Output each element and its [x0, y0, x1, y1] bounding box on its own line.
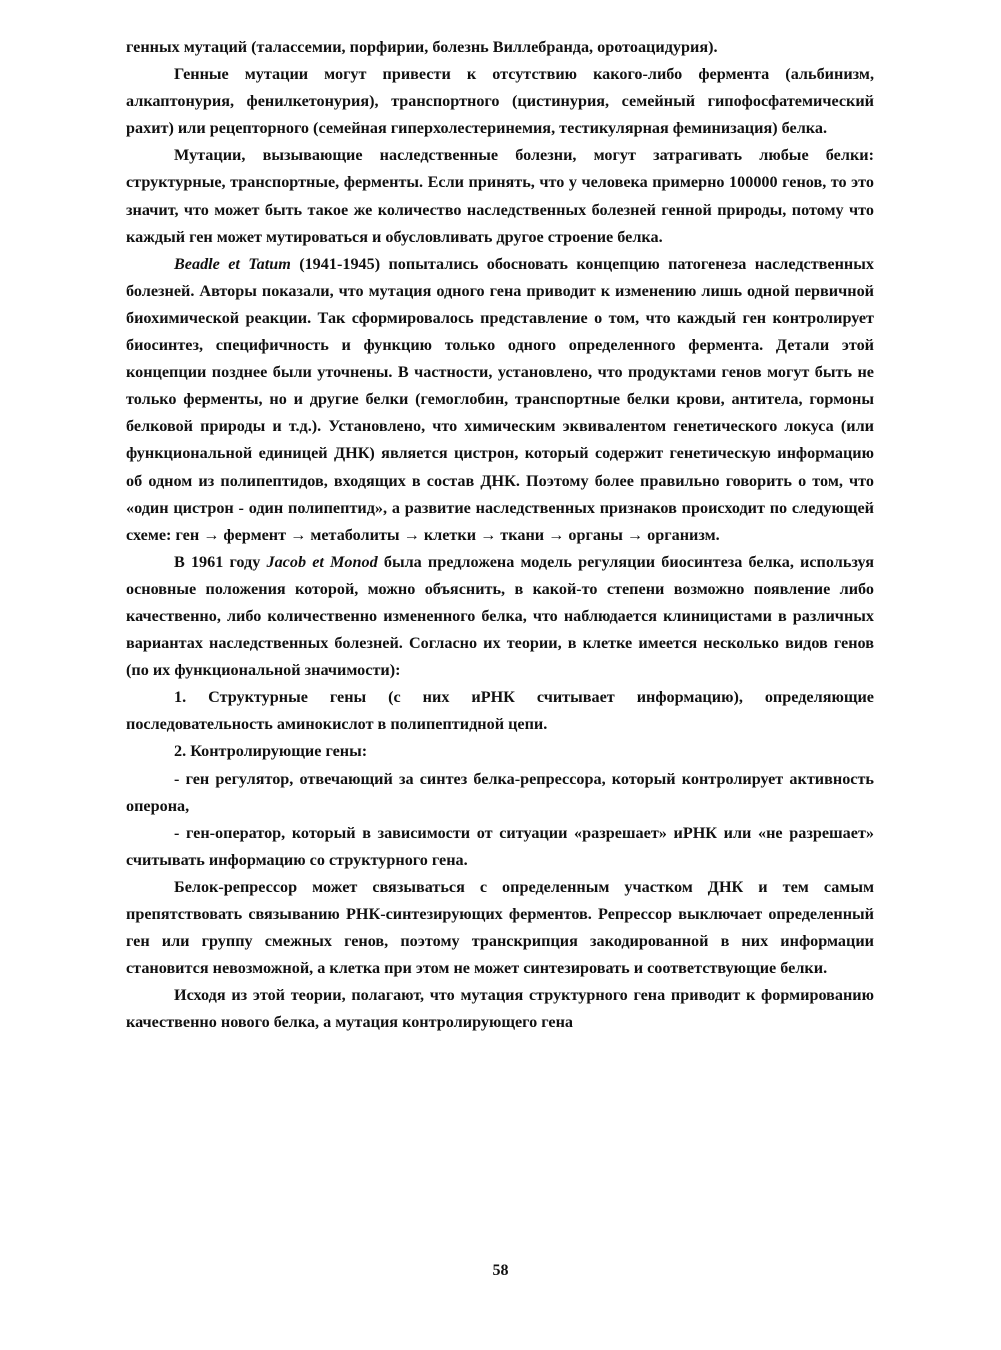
- paragraph-text: Исходя из этой теории, полагают, что мутация структурного гена приводит к формированию качественно нового белка, а мутация контролирующего гена: [126, 986, 874, 1032]
- paragraph: [126, 874, 874, 982]
- author-names: Beadle et Tatum: [174, 254, 291, 273]
- paragraph: [126, 738, 874, 765]
- paragraph: [126, 142, 874, 250]
- paragraph: [126, 549, 874, 684]
- paragraph: [126, 251, 874, 549]
- paragraph: [126, 766, 874, 820]
- paragraph-text: была предложена модель регуляции биосинтеза белка, используя основные положения которой, можно объяснить, в какой-то степени возможно появление либо качественно, либо количественно измененного белка, что наблюдается клиницистами в различных вариантах наследственных болезней. Согласно их теории, в клетке имеется несколько видов генов (по их функциональной значимости):: [126, 552, 875, 680]
- paragraph-text: 1. Структурные гены (с них иРНК считывает информацию), определяющие последовательность аминокислот в полипептидной цепи.: [126, 688, 874, 734]
- paragraph: [126, 61, 874, 142]
- paragraph-text: Белок-репрессор может связываться с определенным участком ДНК и тем самым препятствовать связыванию РНК-синтезирующих ферментов. Репрессор выключает определенный ген или группу смежных генов, поэтому транскрипция закодированной в них информации становится невозможной, а клетка при этом не может синтезировать и соответствующие белки.: [126, 877, 874, 978]
- paragraph-text: Генные мутации могут привести к отсутствию какого-либо фермента (альбинизм, алкаптонурия, фенилкетонурия), транспортного (цистинурия, семейный гипофосфатемический рахит) или рецепторного (семейная гиперхолестеринемия, тестикулярная феминизация) белка.: [126, 65, 874, 138]
- paragraph-text: - ген регулятор, отвечающий за синтез белка-репрессора, который контролирует активность оперона,: [126, 769, 874, 815]
- paragraph-text: 2. Контролирующие гены:: [174, 742, 368, 761]
- author-names: Jacob et Monod: [266, 552, 378, 571]
- paragraph: [126, 820, 874, 874]
- paragraph-text: В 1961 году: [174, 552, 267, 571]
- paragraph: [126, 684, 874, 738]
- document-page: [126, 34, 874, 1036]
- paragraph-text: Мутации, вызывающие наследственные болезни, могут затрагивать любые белки: структурные, транспортные, ферменты. Если принять, что у человека примерно 100000 генов, то это значит, что может быть такое же количество наследственных болезней генной природы, потому что каждый ген может мутироваться и обусловливать другое строение белка.: [126, 146, 874, 246]
- paragraph-text: - ген-оператор, который в зависимости от ситуации «разрешает» иРНК или «не разрешает» считывать информацию со структурного гена.: [126, 823, 874, 869]
- body-text: [126, 34, 874, 1036]
- paragraph-text: (1941-1945) попытались обосновать концепцию патогенеза наследственных болезней. Авторы показали, что мутация одного гена приводит к изменению лишь одной первичной биохимической реакции. Так сформировалось представление о том, что каждый ген контролирует биосинтез, специфичность и функцию только одного определенного фермента. Детали этой концепции позднее были уточнены. В частности, установлено, что продуктами генов могут быть не только ферменты, но и другие белки (гемоглобин, транспортные белки крови, антитела, гормоны белковой природы и т.д.). Установлено, что химическим эквивалентом генетического локуса (или функциональной единицей ДНК) является цистрон, который содержит генетическую информацию об одном из полипептидов, входящих в состав ДНК. Поэтому более правильно говорить о том, что «один цистрон - один полипептид», а развитие наследственных признаков происходит по следующей схеме: ген → фермент → метаболиты → клетки → ткани → органы → организм.: [126, 254, 874, 544]
- page-number: 58: [492, 1262, 509, 1279]
- paragraph: [126, 982, 874, 1036]
- paragraph-text: генных мутаций (талассемии, порфирии, болезнь Виллебранда, оротоацидурия).: [126, 38, 718, 56]
- paragraph: [126, 34, 874, 61]
